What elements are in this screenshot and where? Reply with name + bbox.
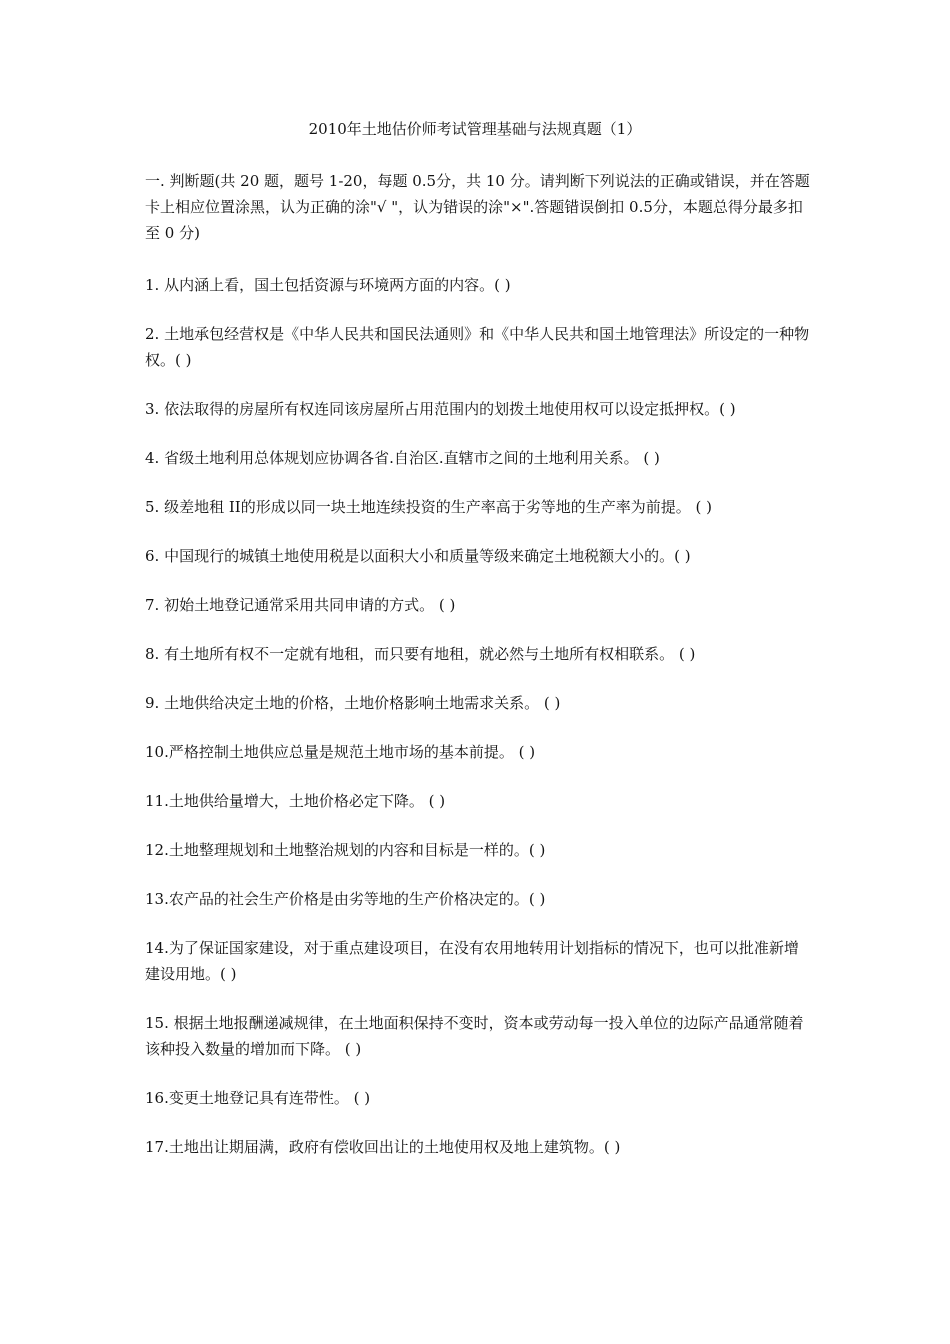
question-item: 6. 中国现行的城镇土地使用税是以面积大小和质量等级来确定土地税额大小的。( ) xyxy=(145,547,691,565)
question-item: 2. 土地承包经营权是《中华人民共和国民法通则》和《中华人民共和国土地管理法》所设定的一种物权。( ) xyxy=(145,325,810,369)
question-item: 14.为了保证国家建设，对于重点建设项目，在没有农用地转用计划指标的情况下，也可以批准新增建设用地。( ) xyxy=(145,939,799,983)
question-item: 9. 土地供给决定土地的价格，土地价格影响土地需求关系。 ( ) xyxy=(145,694,561,712)
question-item: 1. 从内涵上看，国土包括资源与环境两方面的内容。( ) xyxy=(145,276,511,294)
question-item: 13.农产品的社会生产价格是由劣等地的生产价格决定的。( ) xyxy=(145,890,546,908)
section-intro: 一. 判断题(共 20 题，题号 1-20，每题 0.5分，共 10 分。请判断下列说法的正确或错误，并在答题卡上相应位置涂黑，认为正确的涂"√ "，认为错误的涂"×".答题错误倒扣 0.5分，本题总得分最多扣至 0 分) xyxy=(145,172,810,242)
question-item: 8. 有土地所有权不一定就有地租，而只要有地租，就必然与土地所有权相联系。 ( ) xyxy=(145,645,696,663)
question-item: 4. 省级土地利用总体规划应协调各省.自治区.直辖市之间的土地利用关系。 ( ) xyxy=(145,449,660,467)
question-item: 5. 级差地租 II的形成以同一块土地连续投资的生产率高于劣等地的生产率为前提。 ( ) xyxy=(145,498,712,516)
question-item: 16.变更土地登记具有连带性。 ( ) xyxy=(145,1089,371,1107)
question-item: 11.土地供给量增大，土地价格必定下降。 ( ) xyxy=(145,792,446,810)
question-item: 7. 初始土地登记通常采用共同申请的方式。 ( ) xyxy=(145,596,456,614)
question-item: 12.土地整理规划和土地整治规划的内容和目标是一样的。( ) xyxy=(145,841,546,859)
question-item: 17.土地出让期届满，政府有偿收回出让的土地使用权及地上建筑物。( ) xyxy=(145,1138,621,1156)
question-item: 15. 根据土地报酬递减规律，在土地面积保持不变时，资本或劳动每一投入单位的边际产品通常随着该种投入数量的增加而下降。 ( ) xyxy=(145,1014,804,1058)
document-title: 2010年土地估价师考试管理基础与法规真题（1） xyxy=(308,120,642,138)
question-item: 10.严格控制土地供应总量是规范土地市场的基本前提。 ( ) xyxy=(145,743,536,761)
document-body xyxy=(145,168,810,1183)
question-item: 3. 依法取得的房屋所有权连同该房屋所占用范围内的划拨土地使用权可以设定抵押权。( ) xyxy=(145,400,736,418)
